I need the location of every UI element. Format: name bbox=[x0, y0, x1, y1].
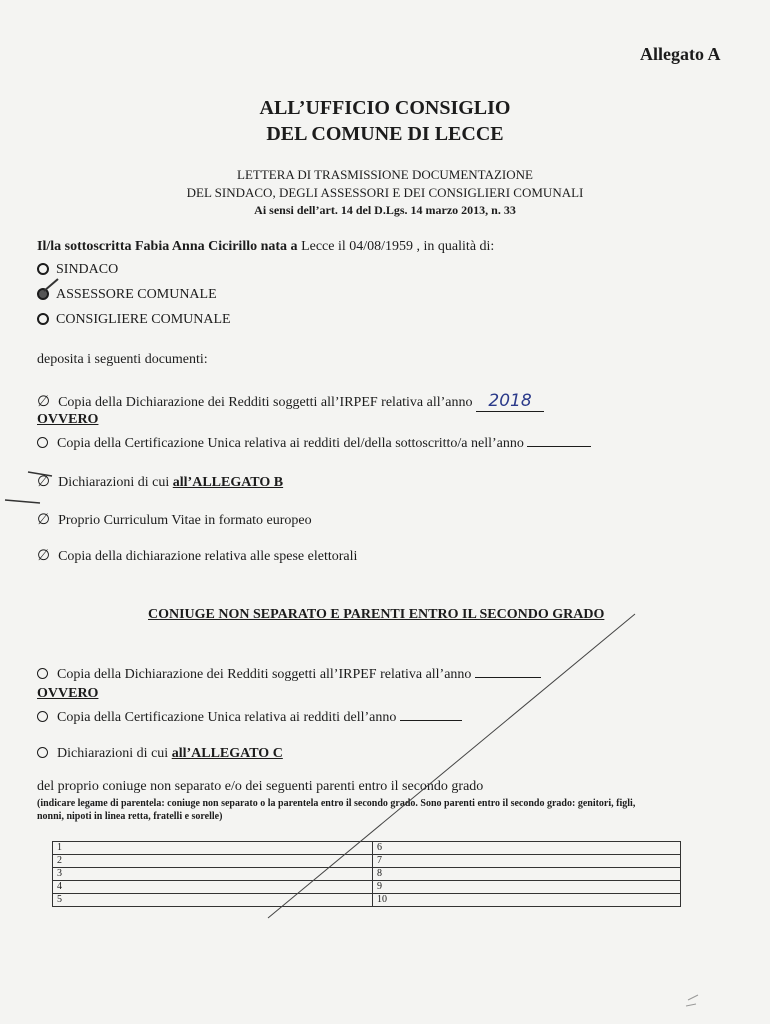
relatives-line: del proprio coniuge non separato e/o dei seguenti parenti entro il secondo grado bbox=[37, 779, 484, 794]
table-cell[interactable]: 6 bbox=[373, 842, 681, 855]
document-label: Copia della Certificazione Unica relativa ai redditi del/della sottoscritto/a nell’anno bbox=[57, 436, 524, 451]
role-label: ASSESSORE COMUNALE bbox=[56, 287, 217, 302]
role-label: CONSIGLIERE COMUNALE bbox=[56, 312, 231, 327]
relatives-note-line-1: (indicare legame di parentela: coniuge non separato o la parentela entro il secondo grado. Sono parenti entro il secondo grado: genitori, figli, bbox=[37, 798, 636, 809]
table-cell[interactable]: 5 bbox=[53, 894, 373, 907]
ovvero-label: OVVERO bbox=[37, 412, 99, 427]
document-label: Dichiarazioni di cui bbox=[57, 746, 169, 761]
table-cell[interactable]: 8 bbox=[373, 868, 681, 881]
table-cell[interactable]: 2 bbox=[53, 855, 373, 868]
attachment-label: Allegato A bbox=[640, 44, 721, 64]
subtitle-line-1: LETTERA DI TRASMISSIONE DOCUMENTAZIONE bbox=[237, 167, 533, 182]
document-label: Proprio Curriculum Vitae in formato europeo bbox=[58, 513, 312, 528]
documents-intro: deposita i seguenti documenti: bbox=[37, 352, 208, 367]
document-label: Dichiarazioni di cui bbox=[58, 475, 170, 490]
table-cell[interactable]: 9 bbox=[373, 881, 681, 894]
pen-stroke bbox=[5, 500, 40, 503]
strike-diagonal-line bbox=[268, 614, 635, 918]
relatives-note-line-2: nonni, nipoti in linea retta, fratelli e sorelle) bbox=[37, 811, 223, 822]
check-mark-icon bbox=[44, 279, 58, 291]
table-cell[interactable]: 7 bbox=[373, 855, 681, 868]
declarant-birthplace: Lecce bbox=[301, 239, 335, 254]
allegato-c-reference: all’ALLEGATO C bbox=[171, 746, 283, 761]
checked-slash-icon: ∅ bbox=[37, 548, 51, 564]
table-cell[interactable]: 10 bbox=[373, 894, 681, 907]
pen-stroke bbox=[686, 995, 698, 1006]
document-label: Copia della Dichiarazione dei Redditi soggetti all’IRPEF relativa all’anno bbox=[58, 395, 473, 410]
pen-stroke bbox=[28, 472, 52, 476]
year-handwritten: 2018 bbox=[488, 391, 532, 411]
role-label: SINDACO bbox=[56, 262, 119, 277]
spouse-section-heading: CONIUGE NON SEPARATO E PARENTI ENTRO IL SECONDO GRADO bbox=[148, 607, 605, 622]
document-label: Copia della dichiarazione relativa alle spese elettorali bbox=[58, 549, 358, 564]
checked-slash-icon: ∅ bbox=[37, 512, 51, 528]
checked-slash-icon: ∅ bbox=[37, 394, 51, 410]
legal-reference: Ai sensi dell’art. 14 del D.Lgs. 14 marzo 2013, n. 33 bbox=[254, 203, 516, 217]
table-cell[interactable]: 1 bbox=[53, 842, 373, 855]
checked-slash-icon: ∅ bbox=[37, 474, 51, 490]
subtitle-line-2: DEL SINDACO, DEGLI ASSESSORI E DEI CONSIGLIERI COMUNALI bbox=[186, 185, 584, 200]
declarant-intro: Il/la sottoscritta Fabia Anna Cicirillo nata a bbox=[37, 239, 298, 254]
declarant-birth-text: il 04/08/1959 , in qualità di: bbox=[337, 239, 495, 254]
recipient-line-2: DEL COMUNE DI LECCE bbox=[266, 123, 504, 145]
recipient-line-1: ALL’UFFICIO CONSIGLIO bbox=[259, 97, 511, 119]
document-label: Copia della Certificazione Unica relativa ai redditi dell’anno bbox=[57, 710, 397, 725]
table-cell[interactable]: 4 bbox=[53, 881, 373, 894]
table-cell[interactable]: 3 bbox=[53, 868, 373, 881]
allegato-b-reference: all’ALLEGATO B bbox=[172, 475, 284, 490]
ovvero-label: OVVERO bbox=[37, 686, 99, 701]
document-label: Copia della Dichiarazione dei Redditi soggetti all’IRPEF relativa all’anno bbox=[57, 667, 472, 682]
